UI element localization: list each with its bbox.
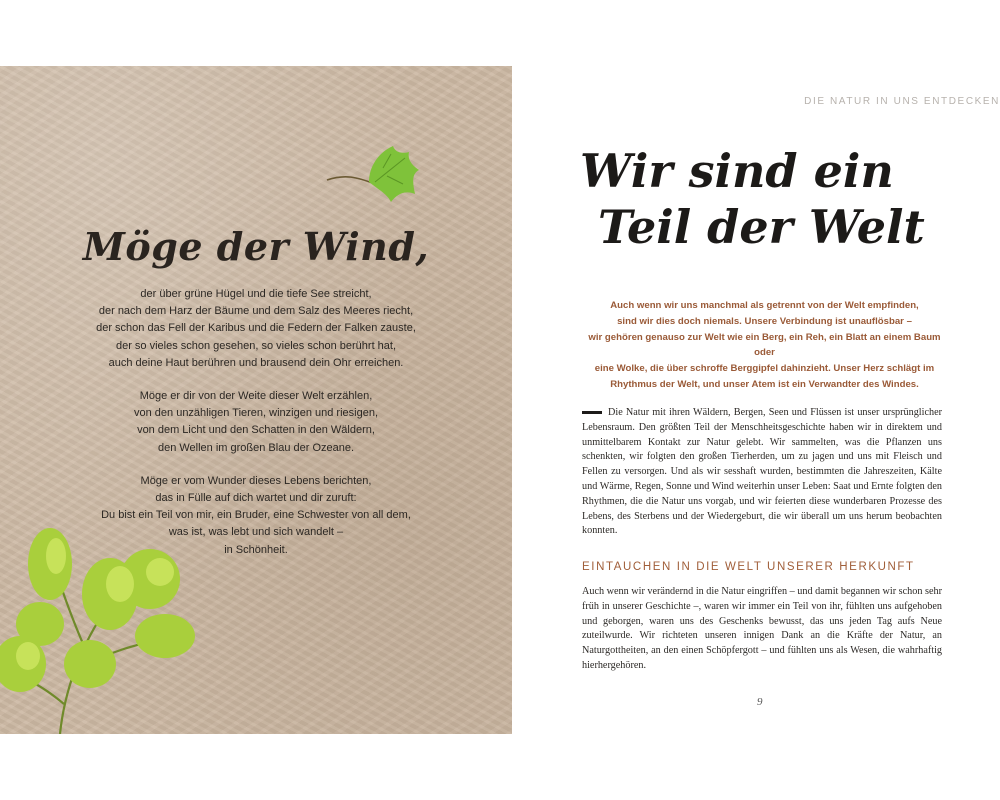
poem-line: von den unzähligen Tieren, winzigen und riesigen,	[134, 407, 378, 420]
page-number: 9	[757, 696, 763, 708]
poem-line: in Schönheit.	[224, 543, 288, 556]
poem-line: der über grüne Hügel und die tiefe See streicht,	[140, 288, 372, 300]
chapter-title	[580, 143, 925, 255]
body-paragraph	[582, 585, 942, 674]
body-paragraph	[582, 406, 942, 539]
poem-stanza	[0, 388, 512, 457]
poem-line: das in Fülle auf dich wartet und dir zuruft:	[155, 492, 357, 505]
poem-line: den Wellen im großen Blau der Ozeane.	[157, 441, 355, 454]
left-page	[0, 66, 512, 734]
poem-line: der so vieles schon gesehen, so vieles schon berührt hat,	[115, 339, 397, 352]
fern-sprig-illustration	[0, 524, 195, 734]
intro-line: Rhythmus der Welt, und unser Atem ist ein Verwandter des Windes.	[610, 378, 919, 390]
body-paragraph-text: Die Natur mit ihren Wäldern, Bergen, Seen und Flüssen ist unser ursprünglicher Lebensraum. Den größten Teil der Menschheitsgeschichte haben wir in direktem und unmittelbarem Kontakt zur Natur gelebt. Wir sammelten, was die Pflanzen uns schenkten, wir folgten den großen Tierherden, um zu jagen und uns mit Fleisch und Fellen zu versorgen. Und als wir sesshaft wurden, bestimmten die Jahreszeiten, Kälte und Wärme, Regen, Sonne und Wind weiterhin unser Leben: Saat und Ernte folgten den Rhythmen, die die Natur uns vorgab, und wir feierten diese wunderbaren Prozesse des Lebens, des Sterbens und der Wiedergeburt, die wir überall um uns herum beobachten konnten.	[582, 407, 942, 537]
dash-ornament	[582, 411, 602, 414]
poem-line: Du bist ein Teil von mir, ein Bruder, eine Schwester von all dem,	[101, 509, 411, 522]
poem-line: auch deine Haut berühren und brausend dein Ohr erreichen.	[108, 356, 404, 369]
ivy-leaf-illustration	[325, 144, 425, 204]
poem-line: Möge er dir von der Weite dieser Welt erzählen,	[139, 390, 373, 403]
poem-stanza	[0, 286, 512, 372]
poem-line: was ist, was lebt und sich wandelt –	[168, 526, 344, 539]
poem-line: Möge er vom Wunder dieses Lebens berichten,	[140, 474, 372, 487]
running-head: DIE NATUR IN UNS ENTDECKEN	[804, 96, 1000, 107]
chapter-title-line: Teil der Welt	[598, 200, 925, 254]
intro-line: sind wir dies doch niemals. Unsere Verbindung ist unauflösbar –	[617, 315, 912, 327]
body-paragraph-text: Auch wenn wir verändernd in die Natur eingriffen – und damit begannen wir schon sehr früh in unserer Geschichte –, waren wir immer ein Teil von ihr, fühlten uns aufgehoben und geborgen, waren uns des Geschenks bewusst, das uns jeden Tag aufs Neue zuteilwurde. Wir richteten unseren innigen Dank an die Kräfte der Natur, an Naturgottheiten, an den einen Schöpfergott – und fühlten uns als Wesen, die wahrhaftig hierhergehören.	[582, 586, 942, 671]
chapter-title-line: Wir sind ein	[580, 144, 894, 198]
poem-title: Möge der Wind,	[82, 224, 430, 269]
intro-line: eine Wolke, die über schroffe Berggipfel dahinzieht. Unser Herz schlägt im	[594, 363, 935, 375]
section-heading: EINTAUCHEN IN DIE WELT UNSERER HERKUNFT	[582, 561, 915, 573]
intro-line: Auch wenn wir uns manchmal als getrennt von der Welt empfinden,	[610, 300, 919, 311]
poem-line: von dem Licht und den Schatten in den Wäldern,	[137, 424, 375, 437]
intro-paragraph	[582, 298, 947, 393]
poem-line: der schon das Fell der Karibus und die Federn der Falken zauste,	[96, 322, 416, 335]
poem-line: der nach dem Harz der Bäume und dem Salz des Meeres riecht,	[98, 305, 414, 318]
intro-line: wir gehören genauso zur Welt wie ein Berg, ein Reh, ein Blatt an einem Baum oder	[588, 331, 941, 359]
